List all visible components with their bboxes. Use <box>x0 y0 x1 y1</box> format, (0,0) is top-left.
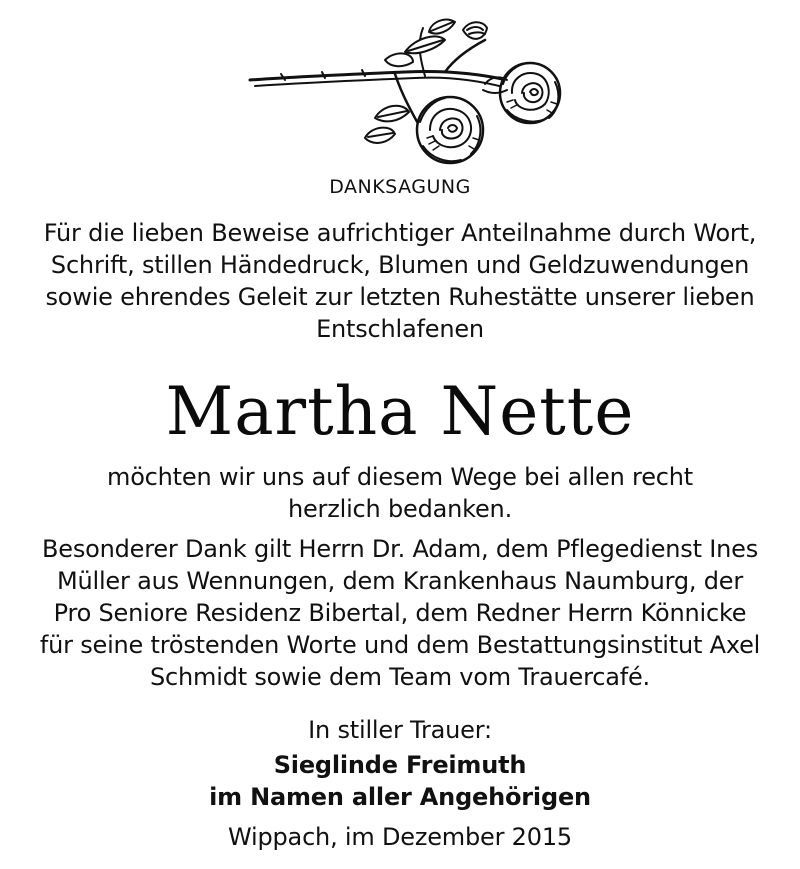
mourning-label: In stiller Trauer: <box>308 716 492 744</box>
special-thanks-line-4: für seine tröstenden Worte und dem Bestattungsinstitut Axel <box>39 631 761 659</box>
intro-line-2: Schrift, stillen Händedruck, Blumen und Geldzuwendungen <box>50 251 750 279</box>
thanks-line-2: herzlich bedanken. <box>287 495 512 523</box>
deceased-name: Martha Nette <box>165 373 635 450</box>
special-thanks-line-2: Müller aus Wennungen, dem Krankenhaus Naumburg, der <box>56 567 744 595</box>
signatory-name: Sieglinde Freimuth <box>273 751 527 779</box>
intro-line-1: Für die lieben Beweise aufrichtiger Anteilnahme durch Wort, <box>43 219 757 247</box>
place-date: Wippach, im Dezember 2015 <box>228 823 572 851</box>
heading: DANKSAGUNG <box>329 176 471 198</box>
intro-line-3: sowie ehrendes Geleit zur letzten Ruhestätte unserer lieben <box>45 283 755 311</box>
signatory-relatives: im Namen aller Angehörigen <box>209 783 591 811</box>
roses-icon <box>245 18 565 180</box>
special-thanks-line-5: Schmidt sowie dem Team vom Trauercafé. <box>150 663 650 691</box>
special-thanks-line-3: Pro Seniore Residenz Bibertal, dem Redner Herrn Könnicke <box>53 599 747 627</box>
special-thanks-line-1: Besonderer Dank gilt Herrn Dr. Adam, dem Pflegedienst Ines <box>41 535 759 563</box>
intro-line-4: Entschlafenen <box>316 315 484 343</box>
thanks-line-1: möchten wir uns auf diesem Wege bei allen recht <box>107 463 693 491</box>
